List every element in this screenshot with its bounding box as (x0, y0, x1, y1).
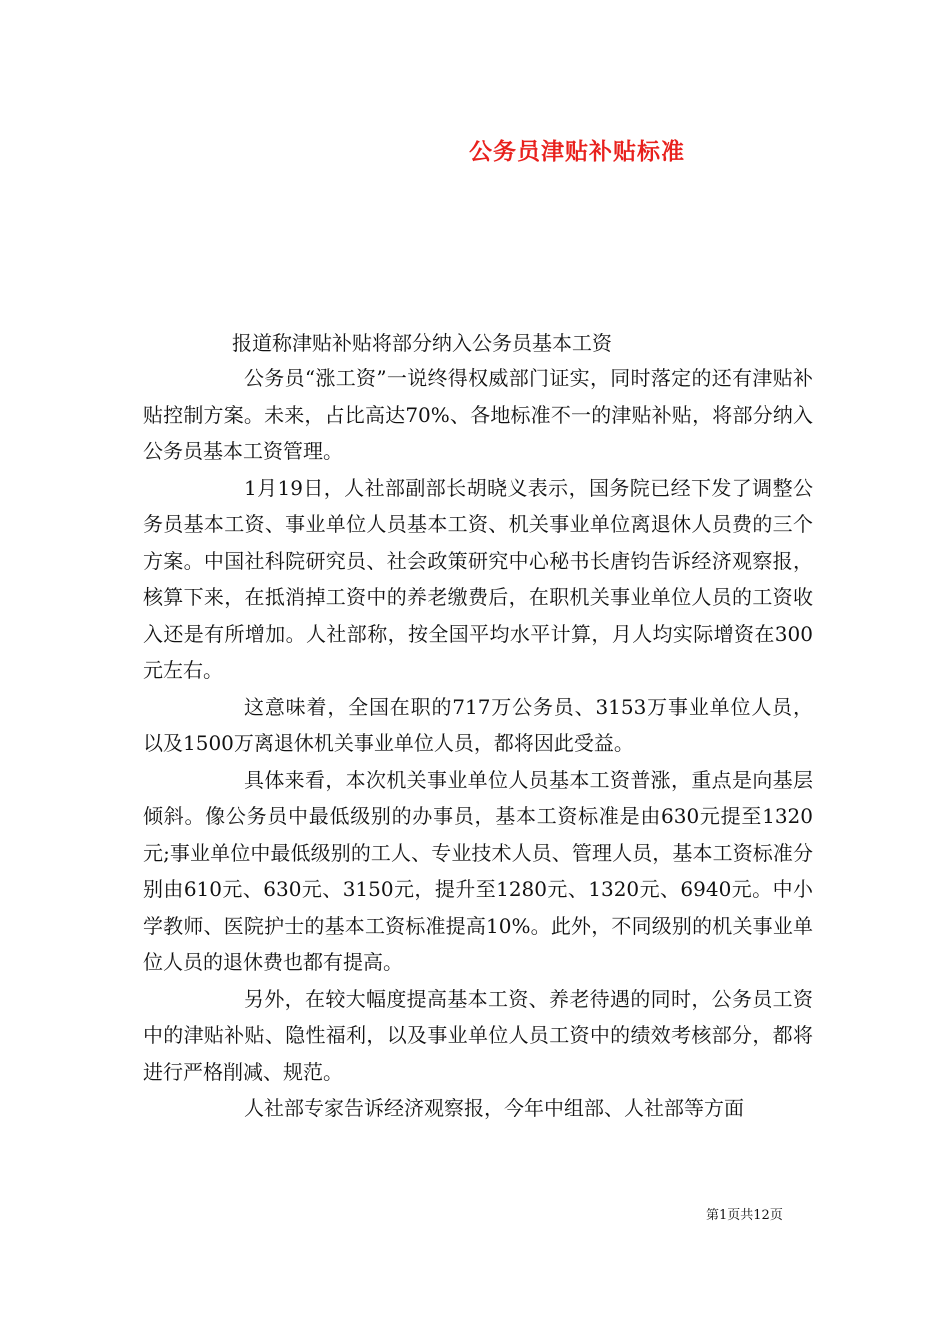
document-body (143, 360, 813, 1127)
paragraph-2: 1月19日，人社部副部长胡晓义表示，国务院已经下发了调整公务员基本工资、事业单位人员基本工资、机关事业单位离退休人员费的三个方案。中国社科院研究员、社会政策研究中心秘书长唐钧告诉经济观察报，核算下来，在抵消掉工资中的养老缴费后，在职机关事业单位人员的工资收入还是有所增加。人社部称，按全国平均水平计算，月人均实际增资在300元左右。 (143, 475, 813, 682)
paragraph-6: 人社部专家告诉经济观察报，今年中组部、人社部等方面 (244, 1096, 744, 1120)
document-subtitle: 报道称津贴补贴将部分纳入公务员基本工资 (232, 331, 612, 355)
page-number-footer: 第1页共12页 (706, 1208, 783, 1223)
paragraph-1: 公务员“涨工资”一说终得权威部门证实，同时落定的还有津贴补贴控制方案。未来，占比高达70%、各地标准不一的津贴补贴，将部分纳入公务员基本工资管理。 (143, 366, 813, 463)
paragraph-5: 另外，在较大幅度提高基本工资、养老待遇的同时，公务员工资中的津贴补贴、隐性福利，以及事业单位人员工资中的绩效考核部分，都将进行严格削减、规范。 (143, 986, 813, 1084)
paragraph-3: 这意味着，全国在职的717万公务员、3153万事业单位人员，以及1500万离退休机关事业单位人员，都将因此受益。 (143, 694, 813, 755)
document-title: 公务员津贴补贴标准 (469, 138, 685, 165)
paragraph-4: 具体来看，本次机关事业单位人员基本工资普涨，重点是向基层倾斜。像公务员中最低级别的办事员，基本工资标准是由630元提至1320元;事业单位中最低级别的工人、专业技术人员、管理人员，基本工资标准分别由610元、630元、3150元，提升至1280元、1320元、6940元。中小学教师、医院护士的基本工资标准提高10%。此外，不同级别的机关事业单位人员的退休费也都有提高。 (143, 767, 813, 974)
